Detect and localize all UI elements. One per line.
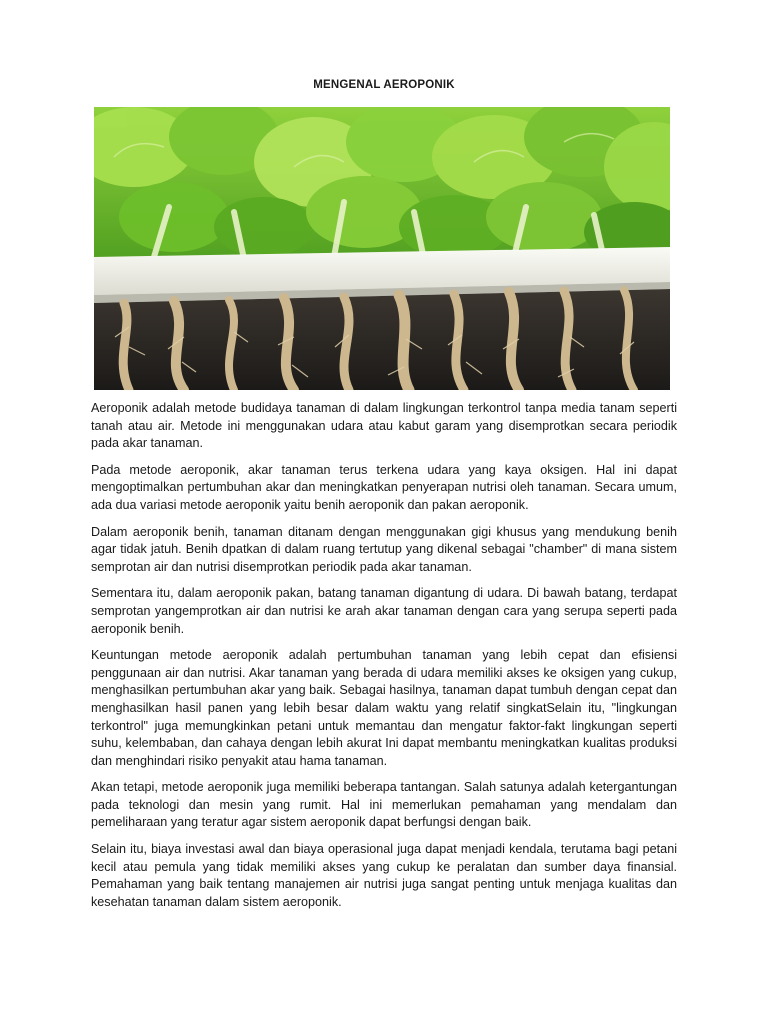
article-body [91,400,677,920]
paragraph-challenges: Akan tetapi, metode aeroponik juga memiliki beberapa tantangan. Salah satunya adalah ketergantungan pada teknologi dan mesin yang rumit. Hal ini memerlukan pemahaman yang mendalam dan pemeliharaan yang teratur agar sistem aeroponik dapat berfungsi dengan baik. [91,780,677,830]
paragraph-seed-aeroponics: Dalam aeroponik benih, tanaman ditanam dengan menggunakan gigi khusus yang mendukung benih agar tidak jatuh. Benih dpatkan di dalam ruang tertutup yang dikenal sebagai "chamber" di mana sistem semprotan air dan nutrisi disemprotkan periodik pada akar tanaman. [91,524,677,574]
paragraph-advantages: Keuntungan metode aeroponik adalah pertumbuhan tanaman yang lebih cepat dan efisiensi penggunaan air dan nutrisi. Akar tanaman yang berada di udara memiliki akses ke oksigen yang cukup, menghasilkan pertumbuhan akar yang baik. Sebagai hasilnya, tanaman dapat tumbuh dengan cepat dan menghasilkan hasil panen yang lebih besar dalam waktu yang relatif singkatSelain itu, "lingkungan terkontrol" juga memungkinkan petani untuk memantau dan mengatur faktor-fakt lingkungan seperti suhu, kelembaban, dan cahaya dengan lebih akurat Ini dapat membantu meningkatkan kualitas produksi dan menghindari risiko penyakit atau hama tanaman. [91,648,677,768]
aeroponic-lettuce-roots-photo [94,107,670,390]
paragraph-feed-aeroponics: Sementara itu, dalam aeroponik pakan, batang tanaman digantung di udara. Di bawah batang, terdapat semprotan yangemprotkan air dan nutrisi ke arah akar tanaman dengan cara yang serupa seperti pada aeroponik benih. [91,586,677,636]
paragraph-intro: Aeroponik adalah metode budidaya tanaman di dalam lingkungan terkontrol tanpa media tanam seperti tanah atau air. Metode ini menggunakan udara atau kabut garam yang disemprotkan secara periodik pada akar tanaman. [91,401,677,451]
page-title: MENGENAL AEROPONIK [313,79,455,91]
paragraph-costs: Selain itu, biaya investasi awal dan biaya operasional juga dapat menjadi kendala, terutama bagi petani kecil atau pemula yang tidak memiliki akses yang cukup ke peralatan dan sumber daya finansial. Pemahaman yang baik tentang manajemen air nutrisi juga sangat penting untuk menjaga kualitas dan kesehatan tanaman dalam sistem aeroponik. [91,842,677,909]
paragraph-oxygen: Pada metode aeroponik, akar tanaman terus terkena udara yang kaya oksigen. Hal ini dapat mengoptimalkan pertumbuhan akar dan meningkatkan penyerapan nutrisi oleh tanaman. Secara umum, ada dua variasi metode aeroponik yaitu benih aeroponik dan pakan aeroponik. [91,462,677,512]
